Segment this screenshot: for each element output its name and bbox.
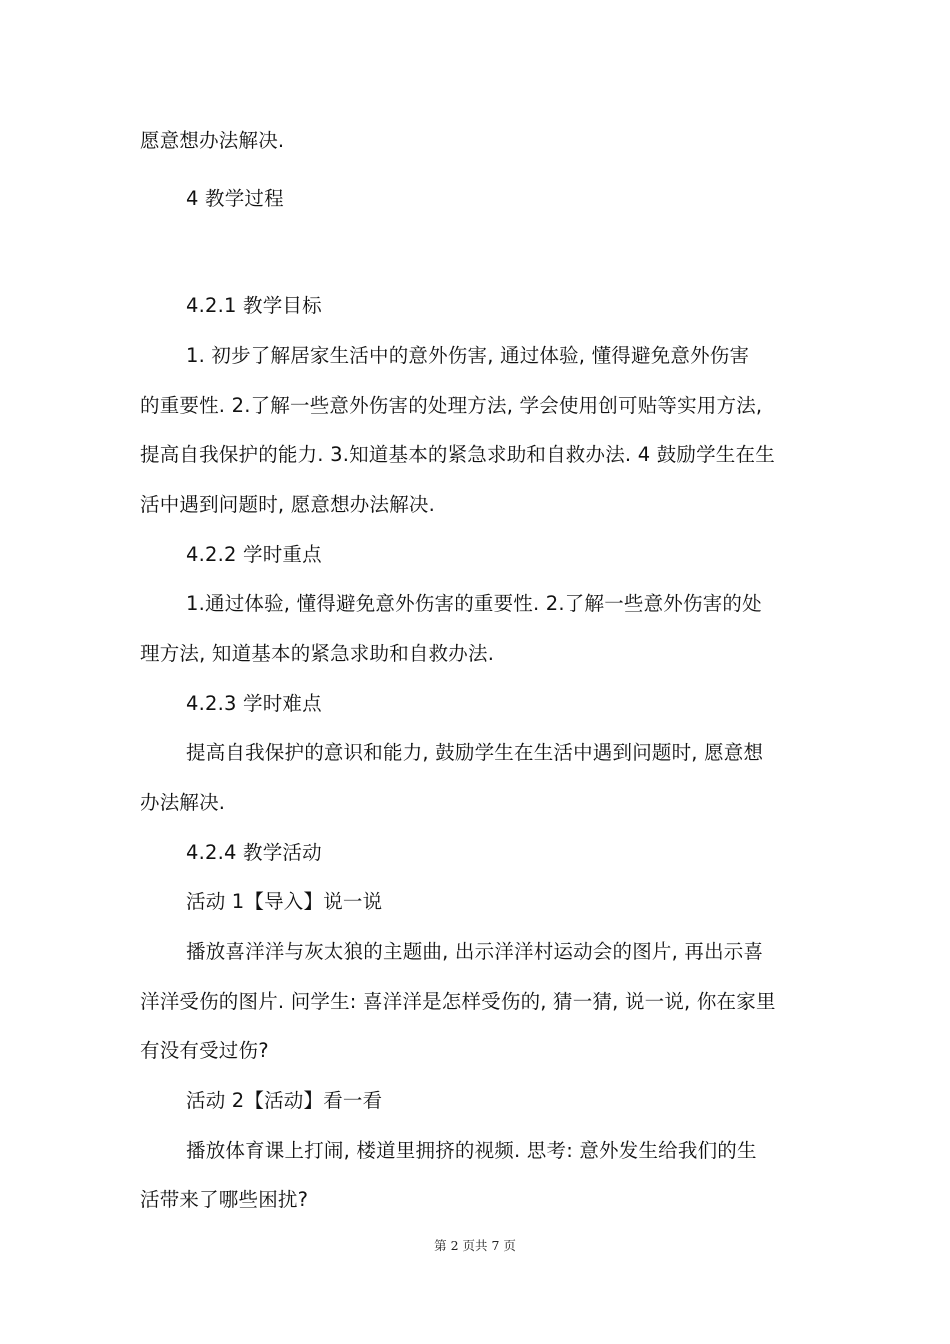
key-points-line-2: 理方法, 知道基本的紧急求助和自救办法. xyxy=(140,642,495,665)
activity-2-line-2: 活带来了哪些困扰? xyxy=(140,1188,309,1211)
goals-line-3: 提高自我保护的能力. 3.知道基本的紧急求助和自救办法. 4 鼓励学生在生 xyxy=(140,443,775,466)
difficulties-line-1: 提高自我保护的意识和能力, 鼓励学生在生活中遇到问题时, 愿意想 xyxy=(186,741,764,764)
goals-line-4: 活中遇到问题时, 愿意想办法解决. xyxy=(140,493,435,516)
key-points-line-1: 1.通过体验, 懂得避免意外伤害的重要性. 2.了解一些意外伤害的处 xyxy=(186,592,762,615)
activity-2-heading: 活动 2【活动】看一看 xyxy=(186,1089,383,1112)
activity-1-line-3: 有没有受过伤? xyxy=(140,1039,269,1062)
paragraph-continuation: 愿意想办法解决. xyxy=(140,129,285,152)
subsection-heading-difficulties: 4.2.3 学时难点 xyxy=(186,692,322,715)
activity-2-line-1: 播放体育课上打闹, 楼道里拥挤的视频. 思考: 意外发生给我们的生 xyxy=(186,1139,757,1162)
goals-line-1: 1. 初步了解居家生活中的意外伤害, 通过体验, 懂得避免意外伤害 xyxy=(186,344,750,367)
activity-1-line-2: 洋洋受伤的图片. 问学生: 喜洋洋是怎样受伤的, 猜一猜, 说一说, 你在家里 xyxy=(140,990,776,1013)
activity-1-line-1: 播放喜洋洋与灰太狼的主题曲, 出示洋洋村运动会的图片, 再出示喜 xyxy=(186,940,764,963)
subsection-heading-activities: 4.2.4 教学活动 xyxy=(186,841,322,864)
goals-line-2: 的重要性. 2.了解一些意外伤害的处理方法, 学会使用创可贴等实用方法, xyxy=(140,394,763,417)
activity-1-heading: 活动 1【导入】说一说 xyxy=(186,890,383,913)
section-heading-teaching-process: 4 教学过程 xyxy=(186,187,284,210)
page-number-footer: 第 2 页共 7 页 xyxy=(434,1238,516,1253)
subsection-heading-teaching-goals: 4.2.1 教学目标 xyxy=(186,294,322,317)
subsection-heading-key-points: 4.2.2 学时重点 xyxy=(186,543,322,566)
difficulties-line-2: 办法解决. xyxy=(140,791,226,814)
